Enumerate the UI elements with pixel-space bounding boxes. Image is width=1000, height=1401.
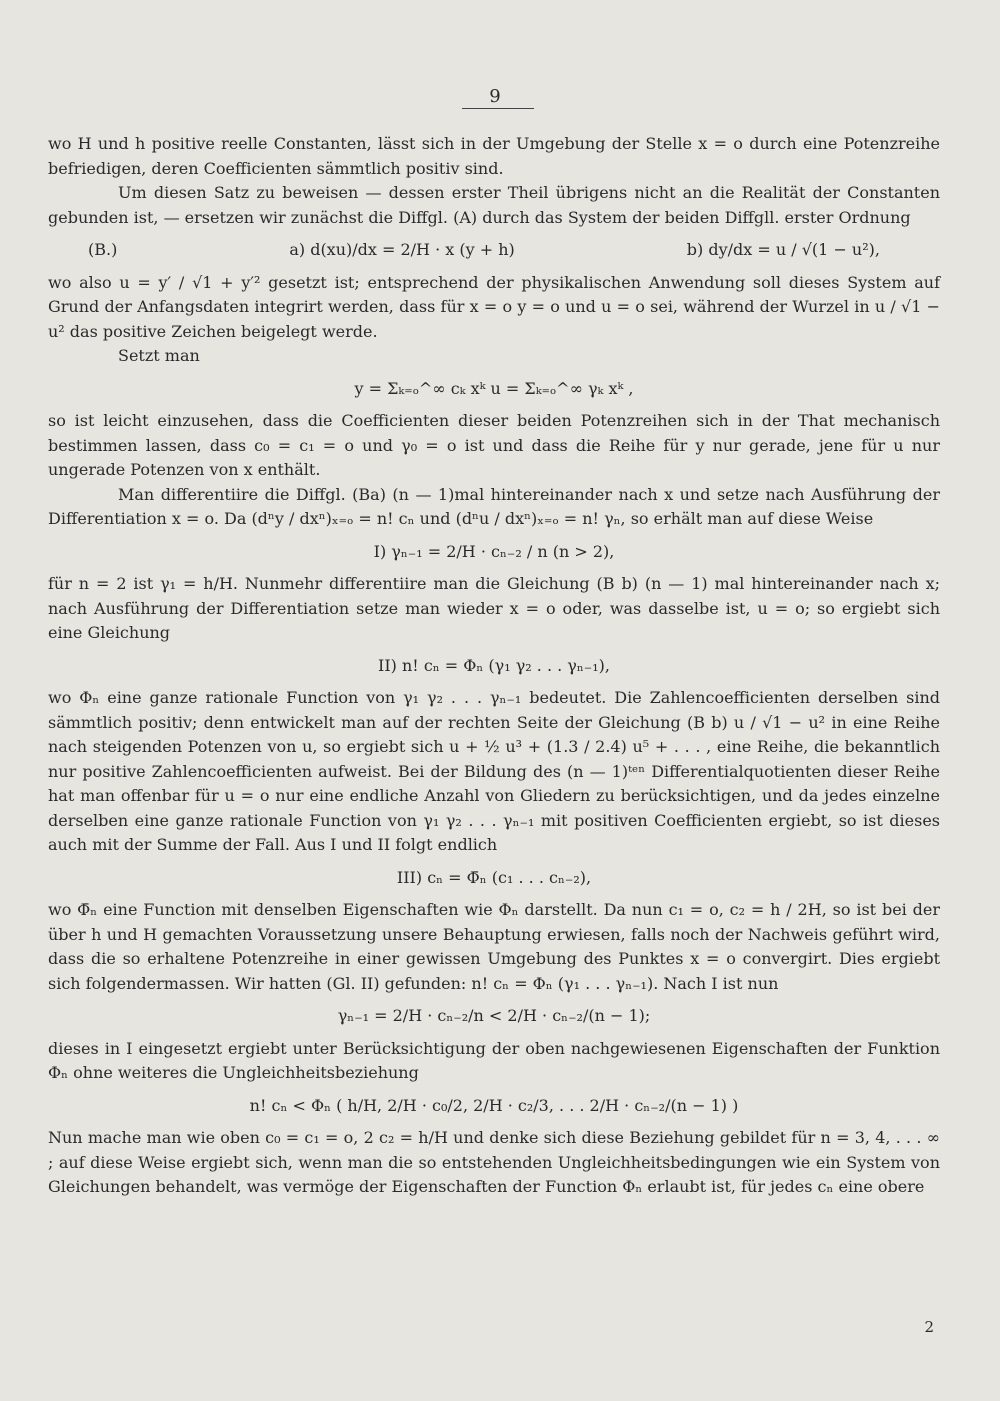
paragraph-7: für n = 2 ist γ₁ = h/H. Nunmehr differentiire man die Gleichung (B b) (n — 1) mal hintereinander nach x; nach Ausführung der Differentiation setze man wieder x = o oder, was dasselbe ist, u = o; so ergiebt sich eine Gleichung [48, 574, 940, 642]
signature-mark: 2 [924, 1318, 934, 1336]
equation-II: II) n! cₙ = Φₙ (γ₁ γ₂ . . . γₙ₋₁), [378, 655, 610, 675]
paragraph-9: wo Φ̄ₙ eine Function mit denselben Eigenschaften wie Φₙ darstellt. Da nun c₁ = o, c₂ = h / 2H, so ist bei der über h und H gemachten Voraussetzung unsere Behauptung erwiesen, falls noch der Nachweis geführt wird, dass die so erhaltene Potenzreihe in einer gewissen Umgebung des Punktes x = o convergirt. Dies ergiebt sich folgendermassen. Wir hatten (Gl. II) gefunden: n! cₙ = Φₙ (γ₁ . . . γₙ₋₁). Nach I ist nun [48, 900, 940, 993]
equation-Bb: b) dy/dx = u / √(1 − u²), [686, 240, 880, 259]
page-body [48, 132, 940, 1200]
paragraph-4: Setzt man [118, 346, 200, 365]
equation-series: y = Σₖ₌ₒ^∞ cₖ xᵏ u = Σₖ₌ₒ^∞ γₖ xᵏ , [354, 378, 634, 398]
page-number: 9 [489, 86, 501, 107]
equation-inequality-1: γₙ₋₁ = 2/H · cₙ₋₂/n < 2/H · cₙ₋₂/(n − 1); [337, 1006, 651, 1025]
paragraph-8: wo Φₙ eine ganze rationale Function von γ₁ γ₂ . . . γₙ₋₁ bedeutet. Die Zahlencoefficienten derselben sind sämmtlich positiv; denn entwickelt man auf der rechten Seite der Gleichung (B b) u / √1 − u² in eine Reihe nach steigenden Potenzen von u, so ergiebt sich u + ½ u³ + (1.3 / 2.4) u⁵ + . . . , eine Reihe, die bekanntlich nur positive Zahlencoefficienten aufweist. Bei der Bildung des (n — 1)ᵗᵉⁿ Differentialquotienten dieser Reihe hat man offenbar für u = o nur eine endliche Anzahl von Gliedern zu berücksichtigen, und da jedes einzelne derselben eine ganze rationale Function von γ₁ γ₂ . . . γₙ₋₁ mit positiven Coefficienten ergiebt, so ist dieses auch mit der Summe der Fall. Aus I und II folgt endlich [48, 688, 940, 854]
paragraph-6: Man differentiire die Diffgl. (Ba) (n — 1)mal hintereinander nach x und setze nach Ausführung der Differentiation x = o. Da (dⁿy / dxⁿ)ₓ₌ₒ = n! cₙ und (dⁿu / dxⁿ)ₓ₌ₒ = n! γₙ, so erhält man auf diese Weise [48, 484, 940, 528]
paragraph-2: Um diesen Satz zu beweisen — dessen erster Theil übrigens nicht an die Realität der Constanten gebunden ist, — ersetzen wir zunächst die Diffgl. (A) durch das System der beiden Diffgll. erster Ordnung [48, 183, 940, 227]
equation-Ba: a) d(xu)/dx = 2/H · x (y + h) [289, 240, 515, 259]
paragraph-5: so ist leicht einzusehen, dass die Coefficienten dieser beiden Potenzreihen sich in der That mechanisch bestimmen lassen, dass c₀ = c₁ = o und γ₀ = o ist und dass die Reihe für y nur gerade, jene für u nur ungerade Potenzen von x enthält. [48, 411, 940, 479]
paragraph-1: wo H und h positive reelle Constanten, lässt sich in der Umgebung der Stelle x = o durch eine Potenzreihe befriedigen, deren Coefficienten sämmtlich positiv sind. [48, 134, 940, 178]
equation-inequality-2: n! cₙ < Φₙ ( h/H, 2/H · c₀/2, 2/H · c₂/3, . . . 2/H · cₙ₋₂/(n − 1) ) [249, 1095, 739, 1115]
equation-III: III) cₙ = Φ̄ₙ (c₁ . . . cₙ₋₂), [396, 867, 592, 887]
paragraph-10: dieses in I eingesetzt ergiebt unter Berücksichtigung der oben nachgewiesenen Eigenschaften der Funktion Φₙ ohne weiteres die Ungleichheitsbeziehung [48, 1038, 940, 1082]
paragraph-3: wo also u = y′ / √1 + y′² gesetzt ist; entsprechend der physikalischen Anwendung soll dieses System auf Grund der Anfangsdaten integrirt werden, dass für x = o y = o und u = o sei, während der Wurzel in u / √1 − u² das positive Zeichen beigelegt werde. [48, 272, 940, 341]
page-number-rule [462, 108, 534, 109]
equation-I: I) γₙ₋₁ = 2/H · cₙ₋₂ / n (n > 2), [373, 541, 615, 561]
equation-system-B [48, 238, 940, 263]
equation-B-label: (B.) [88, 240, 118, 259]
paragraph-11: Nun mache man wie oben c₀ = c₁ = o, 2 c₂ = h/H und denke sich diese Beziehung gebildet für n = 3, 4, . . . ∞ ; auf diese Weise ergiebt sich, wenn man die so entstehenden Ungleichheitsbedingungen wie ein System von Gleichungen behandelt, was vermöge der Eigenschaften der Function Φₙ erlaubt ist, für jedes cₙ eine obere [48, 1128, 940, 1196]
